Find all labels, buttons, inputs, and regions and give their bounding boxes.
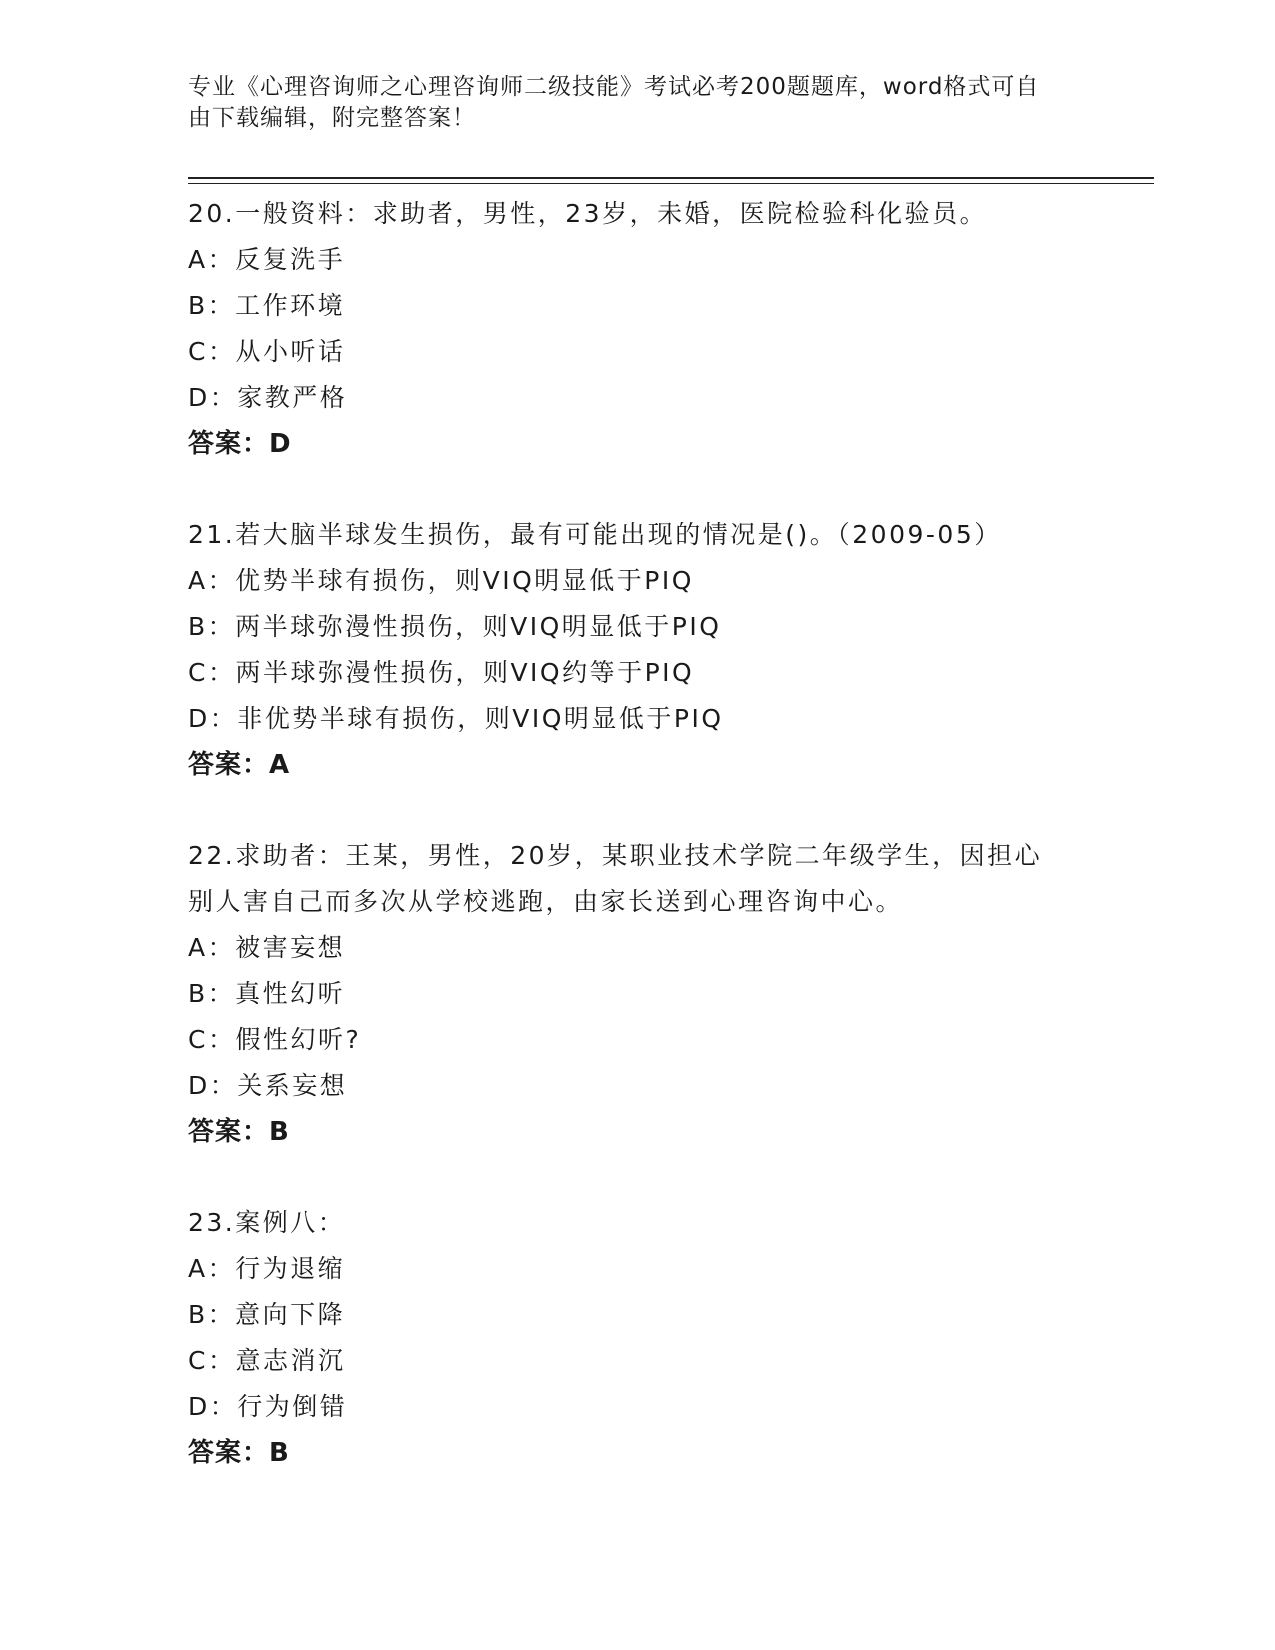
option-b: B：两半球弥漫性损伤，则VIQ明显低于PIQ [188,612,722,641]
header-divider-bottom [188,183,1154,184]
spacer [188,1155,1148,1200]
option-b: B：意向下降 [188,1300,346,1329]
option-d: D：非优势半球有损伤，则VIQ明显低于PIQ [188,704,724,733]
header-line-1: 专业《心理咨询师之心理咨询师二级技能》考试必考200题题库，word格式可自 [188,74,1040,100]
header-line-2: 由下载编辑，附完整答案！ [188,105,476,131]
document-header [188,72,1068,134]
option-d: D：行为倒错 [188,1392,348,1421]
option-a: A：优势半球有损伤，则VIQ明显低于PIQ [188,566,694,595]
option-c: C：意志消沉 [188,1346,346,1375]
question-22 [188,833,1148,1155]
option-c: C：假性幻听? [188,1025,362,1054]
question-stem: 22.求助者：王某，男性，20岁，某职业技术学院二年级学生，因担心 [188,841,1043,870]
question-23 [188,1200,1148,1476]
option-c: C：从小听话 [188,337,346,366]
question-stem-continued: 别人害自己而多次从学校逃跑，由家长送到心理咨询中心。 [188,887,904,916]
option-a: A：被害妄想 [188,933,346,962]
answer: 答案：B [188,1117,290,1147]
spacer [188,467,1148,512]
option-b: B：工作环境 [188,291,346,320]
option-c: C：两半球弥漫性损伤，则VIQ约等于PIQ [188,658,695,687]
answer: 答案：B [188,1438,290,1468]
answer: 答案：D [188,429,292,459]
header-divider-top [188,177,1154,179]
question-20 [188,191,1148,467]
question-list [188,191,1148,1476]
answer: 答案：A [188,750,291,780]
question-stem: 20.一般资料：求助者，男性，23岁，未婚，医院检验科化验员。 [188,199,988,228]
question-stem: 21.若大脑半球发生损伤，最有可能出现的情况是()。（2009-05） [188,520,1002,549]
option-b: B：真性幻听 [188,979,346,1008]
option-a: A：反复洗手 [188,245,346,274]
option-d: D：家教严格 [188,383,348,412]
question-21 [188,512,1148,788]
option-a: A：行为退缩 [188,1254,346,1283]
question-stem: 23.案例八： [188,1208,346,1237]
option-d: D：关系妄想 [188,1071,348,1100]
spacer [188,788,1148,833]
